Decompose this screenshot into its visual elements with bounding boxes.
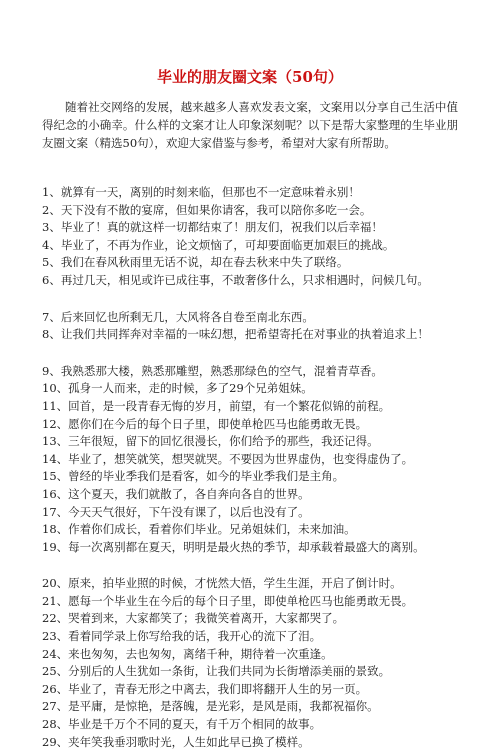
quote-group-2: [42, 309, 458, 344]
quote-item: 5、我们在春风秋雨里无话不说，却在春去秋来中失了联络。: [42, 255, 349, 270]
quote-item: 25、分别后的人生犹如一条街，让我们共同为长街增添美丽的景致。: [42, 664, 391, 679]
quote-item: 14、毕业了，想笑就笑，想哭就哭。不要因为世界虚伪，也变得虚伪了。: [42, 451, 414, 466]
quote-item: 4、毕业了，不再为作业，论文烦恼了，可却要面临更加艰巨的挑战。: [42, 237, 395, 252]
quote-item: 11、回首，是一段青春无悔的岁月，前望，有一个繁花似锦的前程。: [42, 398, 391, 413]
quote-item: 27、是平庸，是惊艳，是落魄，是光彩，是风是雨，我都祝福你。: [42, 699, 379, 714]
quote-item: 10、孤身一人而来，走的时候，多了29个兄弟姐妹。: [42, 381, 313, 396]
quote-item: 19、每一次离别都在夏天，明明是最火热的季节，却承载着最盛大的离别。: [42, 539, 425, 554]
quote-item: 28、毕业是千万个不同的夏天，有千万个相同的故事。: [42, 717, 322, 732]
document-page: [0, 68, 500, 749]
intro-paragraph: 随着社交网络的发展，越来越多人喜欢发表文案，文案用以分享自己生活中值得纪念的小确幸。什么样的文案才让人印象深刻呢？以下是帮大家整理的生毕业朋友圈文案（精选50句），欢迎大家借鉴与参考，希望对大家有所帮助。: [42, 100, 458, 150]
quote-item: 15、曾经的毕业季我们是看客，如今的毕业季我们是主角。: [42, 469, 345, 484]
document-title: 毕业的朋友圈文案（50句）: [157, 68, 343, 86]
quote-item: 17、今天天气很好，下午没有课了，以后也没有了。: [42, 504, 310, 519]
quote-item: 13、三年很短，留下的回忆很漫长，你们给予的那些，我还记得。: [42, 434, 379, 449]
quote-item: 12、愿你们在今后的每个日子里，即使单枪匹马也能勇敢无畏。: [42, 416, 368, 431]
quote-item: 21、愿每一个毕业生在今后的每个日子里，即使单枪匹马也能勇敢无畏。: [42, 593, 414, 608]
quote-item: 2、天下没有不散的宴席，但如果你请客，我可以陪你多吃一会。: [42, 202, 372, 217]
quote-item: 1、就算有一天，离别的时刻来临，但那也不一定意味着永别！: [42, 185, 360, 199]
quote-item: 20、原来，拍毕业照的时候，才恍然大悟，学生生涯，开启了倒计时。: [42, 576, 402, 591]
quote-item: 26、毕业了，青春无形之中离去，我们即将翻开人生的另一页。: [42, 681, 368, 696]
quote-group-1: [42, 184, 458, 290]
quote-item: 3、毕业了！真的就这样一切都结束了！朋友们，祝我们以后幸福！: [42, 220, 383, 235]
quote-item: 8、让我们共同挥奔对幸福的一味幻想，把希望寄托在对事业的执着追求上！: [42, 327, 429, 342]
quote-item: 7、后来回忆也所剩无几，大风将各自卷至南北东西。: [42, 309, 314, 324]
quote-item: 16、这个夏天，我们就散了，各自奔向各自的世界。: [42, 486, 310, 501]
quote-item: 23、看着同学录上你写给我的话，我开心的流下了泪。: [42, 629, 322, 644]
quote-item: 22、哭着到来，大家都笑了；我微笑着离开，大家都哭了。: [42, 611, 345, 626]
quote-item: 18、作着你们成长，看着你们毕业。兄弟姐妹们，未来加油。: [42, 522, 356, 537]
quote-group-4: [42, 575, 458, 751]
quote-item: 6、再过几天，相见或许已成往事，不敢奢侈什么，只求相遇时，问候几句。: [42, 272, 429, 287]
quote-item: 29、夹年笑我垂羽歌时光，人生如此早已换了模样。: [42, 734, 310, 749]
quote-item: 24、来也匆匆，去也匆匆，离绪千种，期待着一次重逢。: [42, 646, 333, 661]
quote-group-3: [42, 363, 458, 557]
quote-item: 9、我熟悉那大楼，熟悉那雕塑，熟悉那绿色的空气，混着青草香。: [42, 363, 383, 378]
